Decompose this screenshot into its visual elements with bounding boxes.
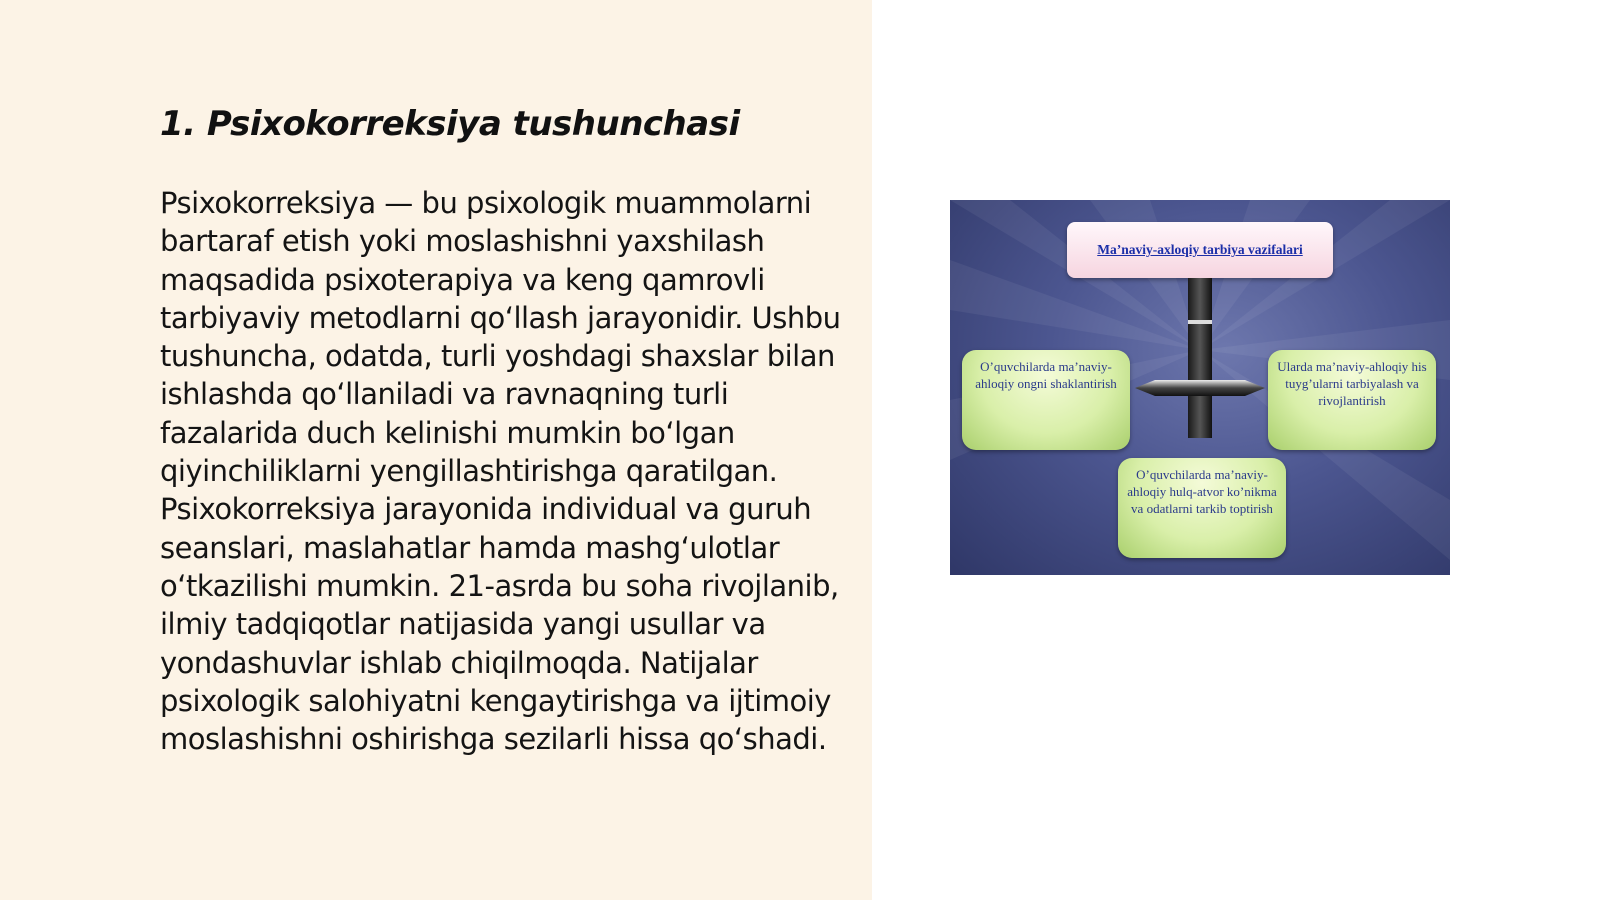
- diagram-box-right: Ularda ma’naviy-ahloqiy his tuyg’ularni tarbiyalash va rivojlantirish: [1268, 350, 1436, 450]
- diagram-title-box: [1067, 222, 1333, 278]
- diagram-box-left: O’quvchilarda ma’naviy-ahloqiy ongni shaklantirish: [962, 350, 1130, 450]
- slide-body-text: Psixokorreksiya — bu psixologik muammolarni bartaraf etish yoki moslashishni yaxshilash maqsadida psixoterapiya va keng qamrovli tarbiyaviy metodlarni qo‘llash jarayonidir. Ushbu tushuncha, odatda, turli yoshdagi shaxslar bilan ishlashda qo‘llaniladi va ravnaqning turli fazalarida duch kelinishi mumkin bo‘lgan qiyinchiliklarni yengillashtirishga qaratilgan. Psixokorreksiya jarayonida individual va guruh seanslari, maslahatlar hamda mashg‘ulotlar o‘tkazilishi mumkin. 21-asrda bu soha rivojlanib, ilmiy tadqiqotlar natijasida yangi usullar va yondashuvlar ishlab chiqilmoqda. Natijalar psixologik salohiyatni kengaytirishga va ijtimoiy moslashishni oshirishga sezilarli hissa qo‘shadi.: [160, 186, 841, 757]
- diagram-title: Ma’naviy-axloqiy tarbiya vazifalari: [1097, 242, 1303, 257]
- diagram-box-bottom: O’quvchilarda ma’naviy-ahloqiy hulq-atvor ko’nikma va odatlarni tarkib toptirish: [1118, 458, 1286, 558]
- slide-title: 1. Psixokorreksiya tushunchasi: [160, 104, 740, 144]
- diagram-image: [950, 200, 1450, 575]
- connector-arrows: [1135, 278, 1265, 438]
